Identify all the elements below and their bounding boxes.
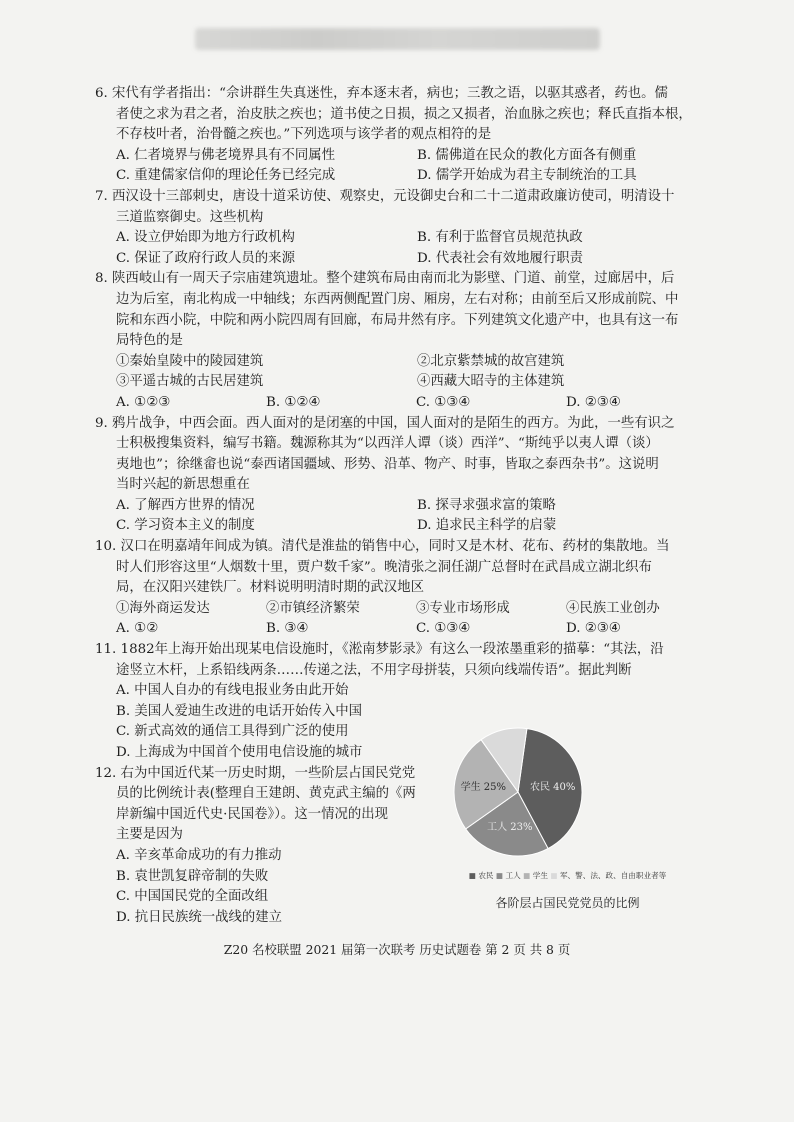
question-stem-line: 当时兴起的新思想重在 <box>116 477 250 493</box>
items-row <box>95 352 713 373</box>
options-row <box>95 496 713 517</box>
question-stem-line: 10. 汉口在明嘉靖年间成为镇。清代是淮盐的销售中心，同时又是木材、花布、药材的集散地。当 <box>95 539 670 555</box>
items-row <box>95 372 713 393</box>
option-c: C. ①③④ <box>416 394 471 410</box>
option-c: C. 学习资本主义的制度 <box>116 518 255 534</box>
option-a: A. 仁者境界与佛老境界具有不同属性 <box>116 147 336 163</box>
question-stem-line: 12. 右为中国近代某一历史时期，一些阶层占国民党党 <box>95 765 416 781</box>
question-stem-line: 士积极搜集资料，编写书籍。魏源称其为“以西洋人谭（谈）西洋”、“斯纯乎以夷人谭（谈） <box>116 436 659 452</box>
question-stem-line: 者使之求为君之者，治皮肤之疾也；道书使之日损，损之又损者，治血脉之疾也；释氏直指本根， <box>116 106 692 122</box>
question-stem-line: 局，在汉阳兴建铁厂。材料说明明清时期的武汉地区 <box>116 580 424 596</box>
question-stem-line: 夷地也”；徐继畲也说“泰西诸国疆域、形势、沿革、物产、时事，皆取之泰西杂书”。这说明 <box>116 456 659 472</box>
item-4: ④西藏大昭寺的主体建筑 <box>417 374 565 390</box>
option-d: D. ②③④ <box>566 621 621 637</box>
legend-swatch-3: ■ <box>523 871 531 880</box>
options-row <box>95 166 713 187</box>
legend-swatch-1: ■ <box>468 871 476 880</box>
question-stem-line: 途竖立木杆，上系铅线两条……传递之法，不用字母拼装，只须向线端传语”。据此判断 <box>116 662 632 678</box>
option-a: A. ①②③ <box>116 394 171 410</box>
pie-chart-svg <box>435 718 700 866</box>
chart-title: 各阶层占国民党党员的比例 <box>495 896 640 910</box>
question-stem-line: 主要是因为 <box>116 827 183 843</box>
option-c: C. 保证了政府行政人员的来源 <box>116 250 295 266</box>
legend-label-4: 军、警、法、政、自由职业者等 <box>559 871 667 880</box>
option-a: A. 辛亥革命成功的有力推动 <box>116 847 282 863</box>
option-b: B. 探寻求强求富的策略 <box>417 497 556 513</box>
pie-slice-label-1: 农民 40% <box>529 781 576 793</box>
options-row <box>95 146 713 167</box>
option-d: D. ②③④ <box>566 394 621 410</box>
question-10 <box>95 537 713 640</box>
item-4: ④民族工业创办 <box>566 600 660 616</box>
options-row <box>95 619 713 640</box>
options-row <box>95 393 713 414</box>
question-stem-line: 岸新编中国近代史·民国卷》）。这一情况的出现 <box>116 806 389 822</box>
items-row <box>95 599 713 620</box>
item-1: ①海外商运发达 <box>116 600 210 616</box>
option-a: A. 中国人自办的有线电报业务由此开始 <box>116 683 349 699</box>
legend-label-2: 工人 <box>505 871 521 880</box>
question-stem-line: 员的比例统计表(整理自王建朗、黄克武主编的《两 <box>116 786 416 802</box>
option-b: B. 美国人爱迪生改进的电话开始传入中国 <box>116 703 362 719</box>
question-stem-line: 8. 陕西岐山有一周天子宗庙建筑遗址。整个建筑布局由南而北为影壁、门道、前堂，过廊居中，后 <box>95 271 675 287</box>
options-row <box>95 228 713 249</box>
option-a: A. 设立伊始即为地方行政机构 <box>116 230 295 246</box>
item-3: ③专业市场形成 <box>416 600 510 616</box>
chart-legend <box>435 870 700 881</box>
legend-swatch-2: ■ <box>495 871 504 880</box>
item-2: ②北京紫禁城的故宫建筑 <box>417 353 565 369</box>
option-b: B. ③④ <box>266 621 309 637</box>
question-stem-line: 11. 1882年上海开始出现某电信设施时，《淞南梦影录》有这么一段浓墨重彩的描摹：“其法，沿 <box>95 642 664 658</box>
option-d: D. 儒学开始成为君主专制统治的工具 <box>417 168 637 184</box>
question-stem-line: 6. 宋代有学者指出：“佘讲群生失真迷性，弃本逐末者，病也；三教之语，以驱其惑者，药也。儒 <box>95 86 668 101</box>
option-c: C. 中国国民党的全面改组 <box>116 889 269 905</box>
item-1: ①秦始皇陵中的陵园建筑 <box>116 353 264 369</box>
question-stem-line: 不存枝叶者，治骨髓之疾也。”下列选项与该学者的观点相符的是 <box>116 127 492 143</box>
question-stem-line: 9. 鸦片战争，中西会面。西人面对的是闭塞的中国，国人面对的是陌生的西方。为此，一些有识之 <box>95 415 675 431</box>
question-stem-line: 时人们形容这里“人烟数十里，贾户数千家”。晚清张之洞任湖广总督时在武昌成立湖北织布 <box>116 559 652 575</box>
pie-slice-label-2: 工人 23% <box>487 822 533 834</box>
question-stem-line: 三道监察御史。这些机构 <box>116 209 264 225</box>
question-7 <box>95 187 713 269</box>
legend-swatch-4: ■ <box>550 871 558 880</box>
option-a: A. ①② <box>116 621 159 637</box>
question-stem-line: 边为后室，南北构成一中轴线；东西两侧配置门房、厢房，左右对称；由前至后又形成前院、中 <box>116 291 679 307</box>
option-b: B. 有利于监督官员规范执政 <box>417 230 583 246</box>
question-stem-line: 局特色的是 <box>116 333 183 349</box>
question-8 <box>95 269 713 413</box>
question-9 <box>95 414 713 538</box>
redacted-header <box>195 28 600 50</box>
question-6 <box>95 84 713 187</box>
options-row <box>95 249 713 270</box>
option-c: C. 新式高效的通信工具得到广泛的使用 <box>116 724 349 740</box>
option-b: B. 儒佛道在民众的教化方面各有侧重 <box>417 147 637 163</box>
question-stem-line: 院和东西小院，中院和两小院四周有回廊，布局井然有序。下列建筑文化遗产中，也具有这一布 <box>116 312 679 328</box>
party-member-pie-chart <box>435 718 700 918</box>
option-d: D. 代表社会有效地履行职责 <box>417 250 584 266</box>
option-c: C. 重建儒家信仰的理论任务已经完成 <box>116 168 336 184</box>
pie-slice-label-3: 学生 25% <box>460 782 507 794</box>
item-2: ②市镇经济繁荣 <box>266 600 360 616</box>
item-3: ③平遥古城的古民居建筑 <box>116 374 264 390</box>
options-row <box>95 516 713 537</box>
page-footer: Z20 名校联盟 2021 届第一次联考 历史试题卷 第 2 页 共 8 页 <box>223 942 571 957</box>
option-b: B. ①②④ <box>266 394 321 410</box>
option-c: C. ①③④ <box>416 621 471 637</box>
option-a: A. 了解西方世界的情况 <box>116 497 255 513</box>
option-d: D. 追求民主科学的启蒙 <box>417 518 557 534</box>
option-d: D. 上海成为中国首个使用电信设施的城市 <box>116 745 363 760</box>
option-b: B. 袁世凯复辟帝制的失败 <box>116 868 269 884</box>
legend-label-1: 农民 <box>478 871 494 880</box>
question-stem-line: 7. 西汉设十三部刺史，唐设十道采访使、观察史，元设御史台和二十二道肃政廉访使司，明清设十 <box>95 188 675 204</box>
legend-label-3: 学生 <box>532 871 548 880</box>
option-d: D. 抗日民族统一战线的建立 <box>116 909 283 925</box>
